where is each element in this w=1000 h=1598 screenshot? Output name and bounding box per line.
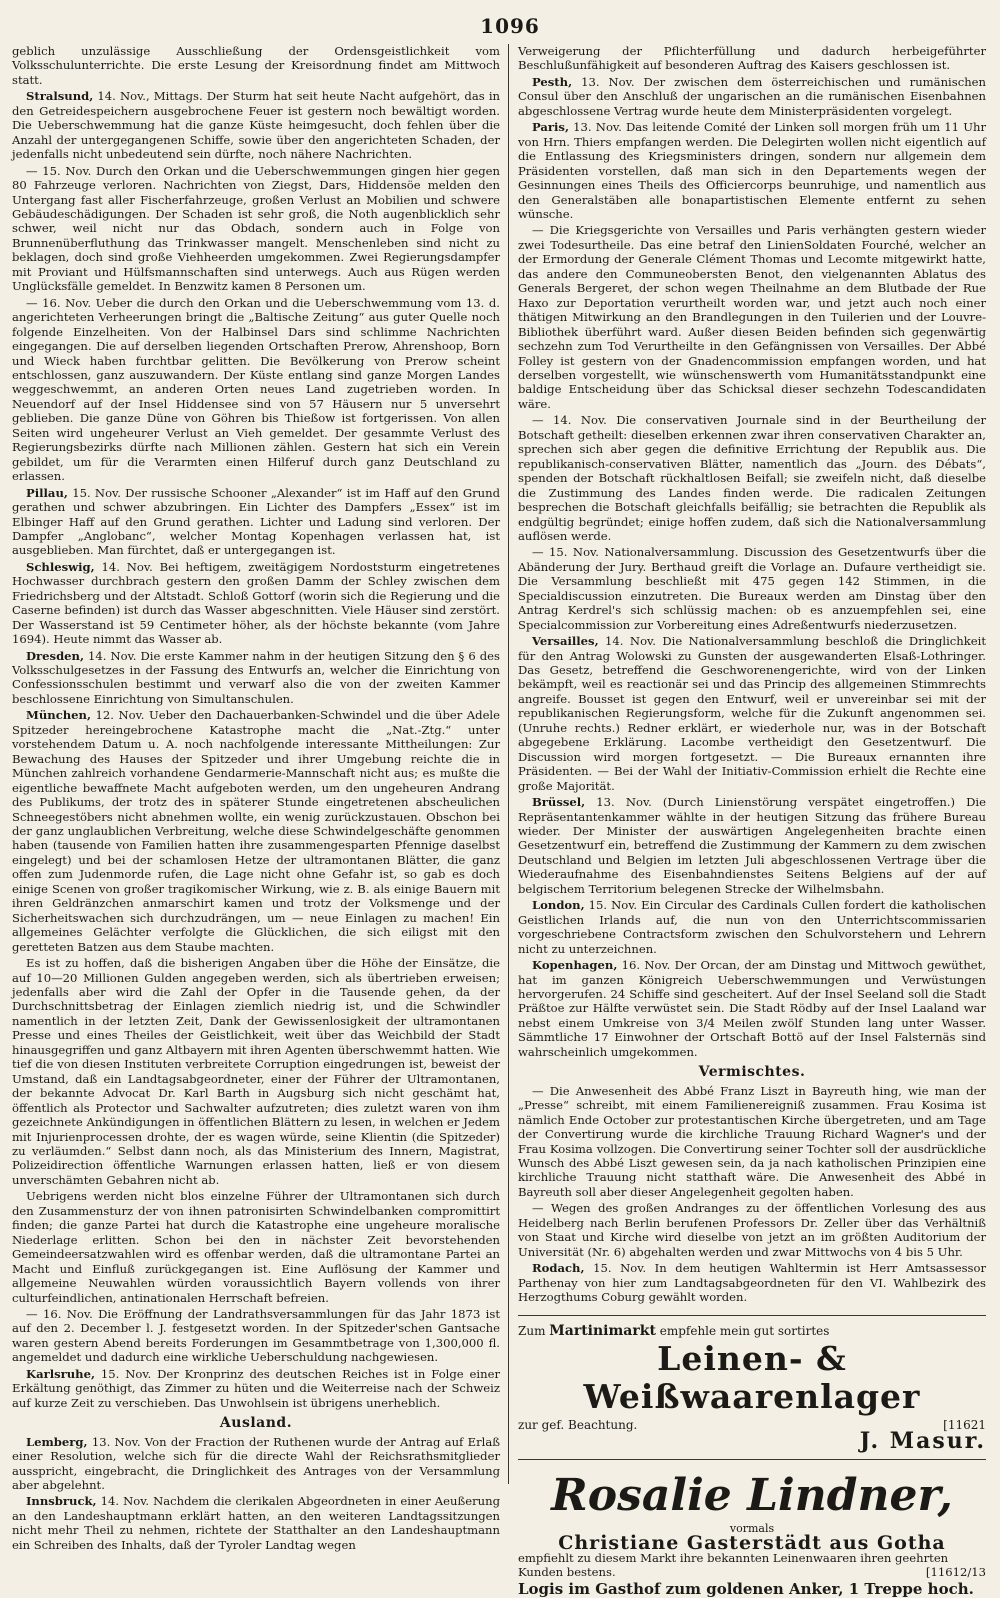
dateline-location: Innsbruck, [26, 1494, 97, 1509]
article-paragraph: — 16. Nov. Ueber die durch den Orkan und die Ueberschwemmung vom 13. d. angerichteten Verheerungen bringt die „Baltische Zeitung“ aus guter Quelle noch folgende Einzelheiten. Von der Halbinsel Dars sind schlimme Nachrichten eingegangen. Die auf derselben liegenden Ortschaften Prerow, Ahrenshoop, Born und Wieck haben furchtbar gelitten. Die Bevölkerung von Prerow scheint entschlossen, ganz auszuwandern. Der Küste entlang sind ganze Morgen Landes weggeschwemmt, an anderen Orten neues Land zugetrieben worden. In Neuendorf auf der Insel Hiddensee sind von 57 Häusern nur 5 unversehrt geblieben. Die ganze Düne von Göhren bis Thießow ist fortgerissen. Von allen Seiten wird ungeheurer Verlust an Vieh gemeldet. Der gesammte Verlust des Regierungsbezirks dürfte nach Millionen zählen. Gestern hat sich ein Verein gebildet, um für die Verarmten einen Hilferuf durch ganz Deutschland zu erlassen. [12, 295, 500, 484]
article-paragraph [518, 795, 986, 896]
ad-note: zur gef. Beachtung. [518, 1417, 638, 1432]
article-paragraph: geblich unzulässige Ausschließung der Ordensgeistlichkeit vom Volksschulunterrichte. Die erste Lesung der Kreisordnung findet am Mittwoch statt. [12, 44, 500, 87]
advertisement-lindner [518, 1470, 986, 1596]
article-paragraph [518, 634, 986, 793]
section-heading-ausland: Ausland. [219, 1415, 293, 1432]
ad-signature: J. Masur. [859, 1428, 986, 1455]
dateline-location: London, [532, 898, 585, 913]
dateline-location: Lemberg, [26, 1434, 88, 1449]
article-paragraph: — 15. Nov. Nationalversammlung. Discussion des Gesetzentwurfs über die Abänderung der Jury. Berthaud greift die Vorlage an. Dufaure vertheidigt sie. Die Versammlung beschließt mit 475 gegen 142 Stimmen, in die Specialdiscussion einzutreten. Die Bureaux werden am Dinstag über den Antrag Kerdrel's sich schlüssig machen: ob es anzuempfehlen sei, eine Specialcommission zur Vorbereitung eines Adreßentwurfs niederzusetzen. [518, 545, 986, 632]
article-paragraph [518, 120, 986, 221]
ad-intro-text: Zum [518, 1323, 550, 1338]
article-paragraph [518, 898, 986, 956]
article-paragraph [12, 486, 500, 558]
article-text: 13. Nov. Der zwischen dem österreichischen und rumänischen Consul über den Anschluß der ungarischen an die rumänischen Eisenbahnen abgeschlossene Vertrag wurde heute dem Ministerpräsidenten vorgelegt. [518, 74, 986, 118]
ad-name: Rosalie Lindner, [551, 1469, 953, 1521]
article-paragraph [518, 75, 986, 118]
ad-reference: [11621 [943, 1417, 986, 1432]
dateline-location: Pesth, [532, 74, 573, 89]
dateline-location: Pillau, [26, 485, 68, 500]
article-paragraph [518, 1261, 986, 1304]
dateline-location: Kopenhagen, [532, 958, 618, 973]
article-text: 14. Nov. Die erste Kammer nahm in der heutigen Sitzung den § 6 des Volksschulgesetzes in der Fassung des Entwurfs an, welcher die Einrichtung von Confessionsschulen bestimmt und verwarf also die von der zweiten Kammer beschlossene Einrichtung von Simultanschulen. [12, 648, 500, 706]
article-text: 15. Nov. Der russische Schooner „Alexander“ ist im Haff auf den Grund gerathen und schwer abzubringen. Ein Lichter des Dampfers „Essex“ ist im Elbinger Haff auf den Grund gerathen. Lichter und Ladung sind verloren. Der Dampfer „Anglobanc“, welcher Montag Kopenhagen verlassen hat, ist ausgeblieben. Man fürchtet, daß er untergegangen ist. [12, 485, 500, 558]
ad-divider [518, 1459, 986, 1460]
advertisement-masur [518, 1322, 986, 1455]
ad-title: Leinen- & Weißwaarenlager [583, 1338, 921, 1416]
article-text: 15. Nov. Der Kronprinz des deutschen Reiches ist in Folge einer Erkältung genöthigt, das Zimmer zu hüten und die Weiterreise nach der Schweiz auf kurze Zeit zu verschieben. Das Unwohlsein ist übrigens unerheblich. [12, 1366, 500, 1410]
ad-reference: [11612/13 [925, 1564, 986, 1579]
advertisement-section [518, 1315, 986, 1597]
article-text: 13. Nov. Von der Fraction der Ruthenen wurde der Antrag auf Erlaß einer Resolution, welche sich für die directe Wahl der Reichsrathsmitglieder ausspricht, eingebracht, die Dringlichkeit des Antrages von der Versammlung aber abgelehnt. [12, 1434, 500, 1492]
dateline-location: Paris, [532, 120, 569, 135]
article-paragraph: Uebrigens werden nicht blos einzelne Führer der Ultramontanen sich durch den Zusammensturz der von ihnen patronisirten Schwindelbanken compromittirt finden; die ganze Partei hat durch die Katastrophe eine ungeheure moralische Niederlage erlitten. Schon bei den in nächster Zeit bevorstehenden Gemeindeersatzwahlen wird es offenbar werden, daß die ultramontane Partei an Macht und Einfluß zurückgegangen ist. Eine Auflösung der Kammer und allgemeine Neuwahlen würden voraussichtlich Bayern vollends von ihrer culturfeindlichen, antinationalen Herrschaft befreien. [12, 1189, 500, 1305]
article-paragraph [518, 958, 986, 1059]
article-text: 13. Nov. Das leitende Comité der Linken soll morgen früh um 11 Uhr von Hrn. Thiers empfangen werden. Die Delegirten wollen nicht eigentlich auf die Entlassung des Kriegsministers dringen, sondern nur allgemein dem Präsidenten vorstellen, daß man sich in den Departements wegen der Gesinnungen eines Theils des Officiercorps beunruhige, und namentlich aus den Generalstäben alle bonapartistischen Elemente entfernt zu sehen wünsche. [518, 120, 986, 221]
article-paragraph: — Die Anwesenheit des Abbé Franz Liszt in Bayreuth hing, wie man der „Presse“ schreibt, mit einem Familienereigniß zusammen. Frau Kosima ist nämlich Ende October zur protestantischen Kirche übergetreten, und am Tage der Convertirung wurde die kirchliche Trauung Richard Wagner's und der Frau Kosima vollzogen. Die Convertirung seiner Tochter soll der ausdrückliche Wunsch des Abbé Liszt gewesen sein, da ja nach katholischen Prinzipien eine kirchliche Trauung nicht statthaft wäre. Die Anwesenheit des Abbé in Bayreuth soll aber dieser Angelegenheit gegolten haben. [518, 1083, 986, 1199]
article-paragraph: — 15. Nov. Durch den Orkan und die Ueberschwemmungen gingen hier gegen 80 Fahrzeuge verloren. Nachrichten von Ziegst, Dars, Hiddensöe melden den Untergang fast aller Fischerfahrzeuge, großen Verlust an Mobilien und schwere Gebäudeschädigungen. Der Schaden ist sehr groß, die Noth augenblicklich sehr schwer, weil nicht nur das Obdach, sondern auch in Folge von Brunnenüberfluthung das Trinkwasser mangelt. Menschenleben sind nicht zu beklagen, doch sind große Viehheerden umgekommen. Zwei Regierungsdampfer mit Proviant und Hülfsmannschaften sind unterwegs. Auch aus Rügen werden Unglücksfälle gemeldet. In Benzwitz kamen 8 Personen um. [12, 163, 500, 294]
dateline-location: München, [26, 708, 92, 723]
article-text: 15. Nov. In dem heutigen Wahltermin ist Herr Amtsassessor Parthenay von hier zum Landtagsabgeordneten für den VI. Wahlbezirk des Herzogthums Coburg gewählt worden. [518, 1261, 986, 1305]
article-paragraph [12, 1435, 500, 1493]
dateline-location: Dresden, [26, 648, 85, 663]
article-paragraph [12, 649, 500, 707]
ad-intro-text-end: empfehle mein gut sortirtes [655, 1323, 830, 1338]
ad-vormals: vormals [729, 1521, 775, 1535]
article-paragraph [12, 89, 500, 161]
left-column [12, 44, 500, 1552]
ad-text [518, 1551, 986, 1579]
article-text: 14. Nov. Die Nationalversammlung beschloß die Dringlichkeit für den Antrag Wolowski zu Gunsten der ausgewanderten Elsaß-Lothringer. Das Gesetz, betreffend die Geschworenengerichte, wird von der Linken bekämpft, weil es reactionär sei und das Princip des allgemeinen Stimmrechts angreife. Bousset ist gegen den Entwurf, weil er unvereinbar sei mit der republikanischen Regierungsform, welche für die Zukunft angenommen sei. (Unruhe rechts.) Redner erklärt, er wiederhole nur, was in der Botschaft abgegebene Erklärung. Lacombe vertheidigt den Gesetzentwurf. Die Discussion wird morgen fortgesetzt. — Die Bureaux ernannten ihre Präsidenten. — Bei der Wahl der Initiativ-Commission erhielt die Rechte eine große Majorität. [518, 634, 986, 793]
column-divider [508, 44, 509, 1484]
article-paragraph: — 14. Nov. Die conservativen Journale sind in der Beurtheilung der Botschaft getheilt: dieselben erkennen zwar ihren conservativen Charakter an, sprechen sich aber gegen die definitive Errichtung der Republik aus. Die republikanisch-conservativen Blätter, namentlich das „Journ. des Débats“, spenden der Botschaft rückhaltlosen Beifall; sie zweifeln nicht, daß dieselbe die Zustimmung des Landes finden werde. Die radicalen Zeitungen besprechen die Botschaft gleichfalls beifällig; sie betrachten die Republik als endgültig begründet; einige hoffen zudem, daß sich die Nationalversammlung auflösen werde. [518, 413, 986, 543]
dateline-location: Brüssel, [532, 795, 586, 810]
dateline-location: Rodach, [532, 1261, 585, 1276]
section-heading-vermischtes: Vermischtes. [698, 1064, 806, 1081]
article-text: 16. Nov. Der Orcan, der am Dinstag und Mittwoch gewüthet, hat im ganzen Königreich Ueberschwemmungen und Verwüstungen hervorgerufen. 24 Schiffe sind gescheitert. Auf der Insel Seeland soll die Stadt Präßtoe zur Hälfte verwüstet sein. Die Stadt Rödby auf der Insel Laaland war nebst einem Umkreise von 3/4 Meilen zwölf Stunden lang unter Wasser. Sämmtliche 17 Einwohner der Ortschaft Bottö auf der Insel Falsternäs sind wahrscheinlich umgekommen. [518, 958, 986, 1059]
article-paragraph [12, 1367, 500, 1410]
ad-footer: Logis im Gasthof zum goldenen Anker, 1 Treppe hoch. [518, 1579, 974, 1598]
article-text: 12. Nov. Ueber den Dachauerbanken-Schwindel und die über Adele Spitzeder hereingebrochene Katastrophe macht die „Nat.-Ztg.“ unter vorstehendem Datum u. A. noch nachfolgende interessante Mittheilungen: Zur Bewachung des Hauses der Spitzeder und ihrer Umgebung reichte die in München zahlreich vorhandene Gendarmerie-Mannschaft nicht aus; es mußte die eigentliche bewaffnete Macht aufgeboten werden, um den ungeheuren Andrang des Publikums, der trotz des in späterer Stunde eingetretenen abscheulichen Schneegestöbers nicht abnehmen wollte, ein wenig zurückzustauen. Obschon bei der ganz unglaublichen Verbreitung, welche diese Schwindelgeschäfte genommen haben (tausende von Familien hatten ihre zusammengesparten Pfennige daselbst eingelegt) und bei der schamlosen Hetze der ultramontanen Blätter, die ganz offen zum Judenmorde rufen, die Lage nicht ohne Gefahr ist, so gab es doch einige Scenen von großer tragikomischer Wirkung, wie z. B. als einige Bauern mit ihren Geldränzchen anmarschirt kamen und trotz der Volksmenge und der Sicherheitswachen sich durchzudrängen, um — neue Einlagen zu machen! Ein allgemeines Gelächter verfolgte die Glücklichen, die sich eiligst mit den geretteten Batzen aus dem Staube machten. [12, 708, 500, 954]
ad-intro-bold: Martinimarkt [549, 1322, 656, 1339]
article-paragraph [12, 708, 500, 954]
article-paragraph: — Wegen des großen Andranges zu der öffentlichen Vorlesung des aus Heidelberg nach Berlin berufenen Professors Dr. Zeller über das Verhältniß von Staat und Kirche wird dieselbe von jetzt an im größten Auditorium der Universität (Nr. 6) abgehalten werden und zwar Mittwochs von 4 bis 5 Uhr. [518, 1201, 986, 1259]
dateline-location: Schleswig, [26, 559, 95, 574]
dateline-location: Karlsruhe, [26, 1366, 96, 1381]
article-paragraph: Verweigerung der Pflichterfüllung und dadurch herbeigeführter Beschlußunfähigkeit auf besonderen Auftrag des Kaisers geschlossen ist. [518, 44, 986, 73]
ad-former-name: Christiane Gasterstädt aus Gotha [558, 1532, 946, 1555]
article-paragraph [12, 560, 500, 647]
dateline-location: Versailles, [532, 634, 599, 649]
article-text: 14. Nov. Nachdem die clerikalen Abgeordneten in einer Aeußerung an den Landeshauptmann erklärt hatten, an den weiteren Landtagssitzungen nicht mehr Theil zu nehmen, richtete der Statthalter an den Landeshauptmann ein Schreiben des Inhalts, daß der Tyroler Landtag wegen [12, 1494, 500, 1552]
ad-intro-line [518, 1324, 986, 1338]
article-text: 14. Nov. Bei heftigem, zweitägigem Nordoststurm eingetretenes Hochwasser durchbrach gestern den großen Damm der Schley zwischen dem Friedrichsberg und der Altstadt. Schloß Gottorf (worin sich die Regierung und die Caserne befinden) ist durch das Wasser abgeschnitten. Viele Häuser sind zerstört. Der Wasserstand ist 59 Centimeter höher, als der höchste bekannte (vom Jahre 1694). Heute nimmt das Wasser ab. [12, 559, 500, 647]
article-text: 14. Nov., Mittags. Der Sturm hat seit heute Nacht aufgehört, das in den Getreidespeichern ausgebrochene Feuer ist gestern noch bewältigt worden. Die Ueberschwemmung hat die ganze Küste heimgesucht, doch fehlen über die Anzahl der untergegangenen Schiffe, sowie über den angerichteten Schaden, der jedenfalls nicht unbedeutend sein dürfte, noch nähere Nachrichten. [12, 89, 500, 162]
dateline-location: Stralsund, [26, 89, 94, 104]
article-text: 13. Nov. (Durch Linienstörung verspätet eingetroffen.) Die Repräsentantenkammer wählte in der heutigen Sitzung das frühere Bureau wieder. Der Minister der auswärtigen Angelegenheiten brachte einen Gesetzentwurf ein, betreffend die Zustimmung der Kammern zu dem zwischen Deutschland und Belgien im letzten Juli abgeschlossenen Vertrage über die Wiederaufnahme des Eisenbahndienstes Seitens Belgiens auf der auf belgischem Territorium belegenen Strecke der Wilhelmsbahn. [518, 795, 986, 896]
article-paragraph: — Die Kriegsgerichte von Versailles und Paris verhängten gestern wieder zwei Todesurtheile. Das eine betraf den LinienSoldaten Fourché, welcher an der Ermordung der Generale Clément Thomas und Lecomte mitgewirkt hatte, das andere den Communeobersten Benot, den vielgenannten Ablatus des Generals Bergeret, der schon wegen Theilnahme an dem Blutbade der Rue Haxo zur Deportation verurtheilt worden war, und jetzt auch noch einer thätigen Mitwirkung an den Brandlegungen in den Tuilerien und der Louvre-Bibliothek überführt ward. Außer diesen Beiden befinden sich gegenwärtig sechzehn zum Tod Verurtheilte in den Gefängnissen von Versailles. Der Abbé Folley ist gestern von der Gnadencommission empfangen worden, und hat derselben vorgestellt, wie wünschenswerth vom Humanitätsstandpunkt eine baldige Entscheidung über das Schicksal dieser sechzehn Todescandidaten wäre. [518, 223, 986, 411]
page-number: 1096 [480, 14, 540, 38]
article-paragraph: — 16. Nov. Die Eröffnung der Landrathsversammlungen für das Jahr 1873 ist auf den 2. December l. J. festgesetzt worden. In der Spitzeder'schen Gantsache waren gestern Abend bereits Forderungen im Gesammtbetrage von 1,300,000 fl. angemeldet und dadurch eine wirkliche Ueberschuldung nachgewiesen. [12, 1306, 500, 1365]
right-column [518, 44, 986, 1598]
article-text: 15. Nov. Ein Circular des Cardinals Cullen fordert die katholischen Geistlichen Irlands auf, die nun von den Unterrichtscommissarien vorgeschriebene Contractsform zwischen den Schulvorstehern und Lehrern nicht zu unterzeichnen. [518, 898, 986, 956]
article-paragraph [12, 1494, 500, 1552]
ad-text-body: empfiehlt zu diesem Markt ihre bekannten Leinenwaaren ihren geehrten Kunden bestens. [518, 1550, 949, 1579]
article-paragraph: Es ist zu hoffen, daß die bisherigen Angaben über die Höhe der Einsätze, die auf 10—20 Millionen Gulden angegeben werden, sich als übertrieben erweisen; jedenfalls aber wird die Zahl der Opfer in die Tausende gehen, da der Durchschnittsbetrag der Einlagen ziemlich niedrig ist, und die Schwindler namentlich in der letzten Zeit, Dank der Gewissenlosigkeit der ultramontanen Presse und eines Theiles der Geistlichkeit, weit über das Weichbild der Stadt hinausgegriffen und ganz Altbayern mit ihren Agenten überschwemmt hatten. Wie tief die von diesen Instituten verbreitete Corruption eingedrungen ist, beweist der Umstand, daß ein Landtagsabgeordneter, einer der Führer der Ultramontanen, der bekannte Advocat Dr. Karl Barth in Augsburg sich nicht geschämt hat, öffentlich als Protector und Sachwalter aufzutreten; dies zuletzt waren von ihm gezeichnete Ankündigungen in öffentlichen Blättern zu lesen, in welchen er Jedem mit Injurienprocessen drohte, der es wagen würde, seine Klientin (die Spitzeder) zu verläumden.“ Selbst dann noch, als das Ministerium des Innern, Magistrat, Polizeidirection öffentliche Warnungen erlassen hatten, ließ er von diesem unverschämten Gebahren nicht ab. [12, 956, 500, 1187]
